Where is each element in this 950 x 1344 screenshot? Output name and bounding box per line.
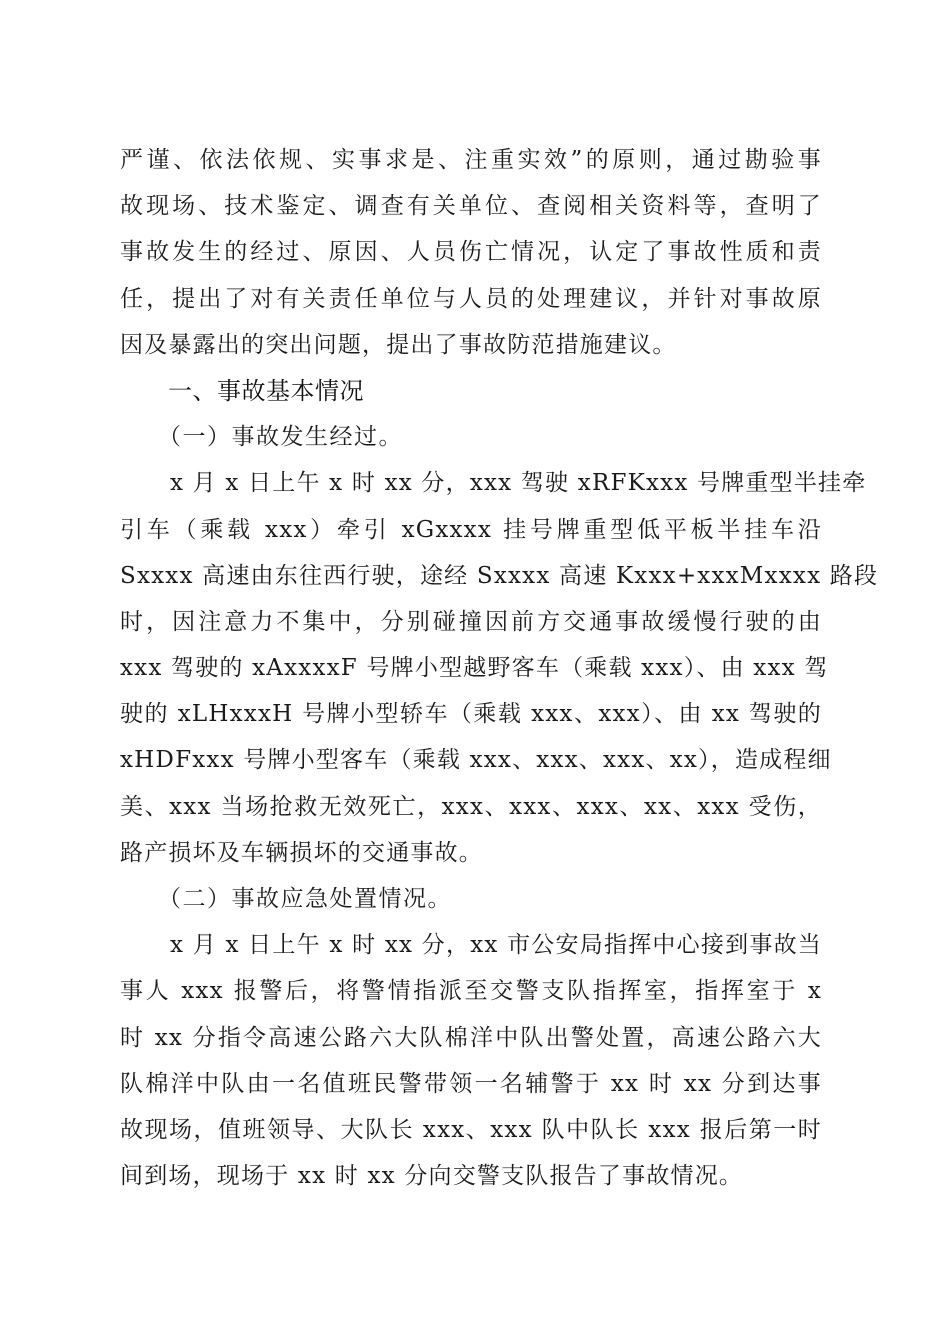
section-heading: 一、事故基本情况 bbox=[168, 376, 364, 405]
text-line: 时，因注意力不集中，分别碰撞因前方交通事故缓慢行驶的由 bbox=[120, 608, 822, 635]
subsection-heading: （二）事故应急处置情况。 bbox=[158, 886, 452, 913]
text-line: Sxxxx 高速由东往西行驶，途经 Sxxxx 高速 Kxxx+xxxMxxxx 路段 bbox=[120, 562, 879, 589]
intro-paragraph bbox=[120, 137, 822, 368]
text-line: 队棉洋中队由一名值班民警带领一名辅警于 xx 时 xx 分到达事 bbox=[120, 1070, 822, 1097]
text-line: 事故发生的经过、原因、人员伤亡情况，认定了事故性质和责 bbox=[120, 239, 822, 266]
text-line: 美、xxx 当场抢救无效死亡，xxx、xxx、xxx、xx、xxx 受伤， bbox=[120, 793, 822, 820]
text-line: 因及暴露出的突出问题，提出了事故防范措施建议。 bbox=[120, 331, 677, 358]
text-line: x 月 x 日上午 x 时 xx 分，xx 市公安局指挥中心接到事故当 bbox=[170, 932, 822, 959]
subsection-heading: （一）事故发生经过。 bbox=[158, 424, 403, 451]
document-page bbox=[120, 137, 879, 1199]
emergency-response-paragraph bbox=[120, 922, 822, 1199]
text-line: 路产损坏及车辆损坏的交通事故。 bbox=[120, 839, 483, 866]
text-line: x 月 x 日上午 x 时 xx 分，xxx 驾驶 xRFKxxx 号牌重型半挂牵 bbox=[170, 470, 867, 497]
text-line: xxx 驾驶的 xAxxxxF 号牌小型越野客车（乘载 xxx）、由 xxx 驾 bbox=[120, 655, 829, 682]
text-line: 间到场，现场于 xx 时 xx 分向交警支队报告了事故情况。 bbox=[120, 1163, 744, 1190]
text-line: xHDFxxx 号牌小型客车（乘载 xxx、xxx、xxx、xx），造成程细 bbox=[120, 747, 832, 774]
accident-process-paragraph bbox=[120, 460, 879, 876]
text-line: 严谨、依法依规、实事求是、注重实效”的原则，通过勘验事 bbox=[120, 147, 822, 173]
text-line: 事人 xxx 报警后，将警情指派至交警支队指挥室，指挥室于 x bbox=[120, 978, 822, 1005]
text-line: 故现场，值班领导、大队长 xxx、xxx 队中队长 xxx 报后第一时 bbox=[120, 1116, 822, 1143]
text-line: 故现场、技术鉴定、调查有关单位、查阅相关资料等，查明了 bbox=[120, 193, 822, 220]
text-line: 驶的 xLHxxxH 号牌小型轿车（乘载 xxx、xxx）、由 xx 驾驶的 bbox=[120, 701, 822, 728]
text-line: 任，提出了对有关责任单位与人员的处理建议，并针对事故原 bbox=[120, 285, 822, 312]
text-line: 引车（乘载 xxx）牵引 xGxxxx 挂号牌重型低平板半挂车沿 bbox=[120, 516, 822, 543]
text-line: 时 xx 分指令高速公路六大队棉洋中队出警处置，高速公路六大 bbox=[120, 1024, 822, 1051]
